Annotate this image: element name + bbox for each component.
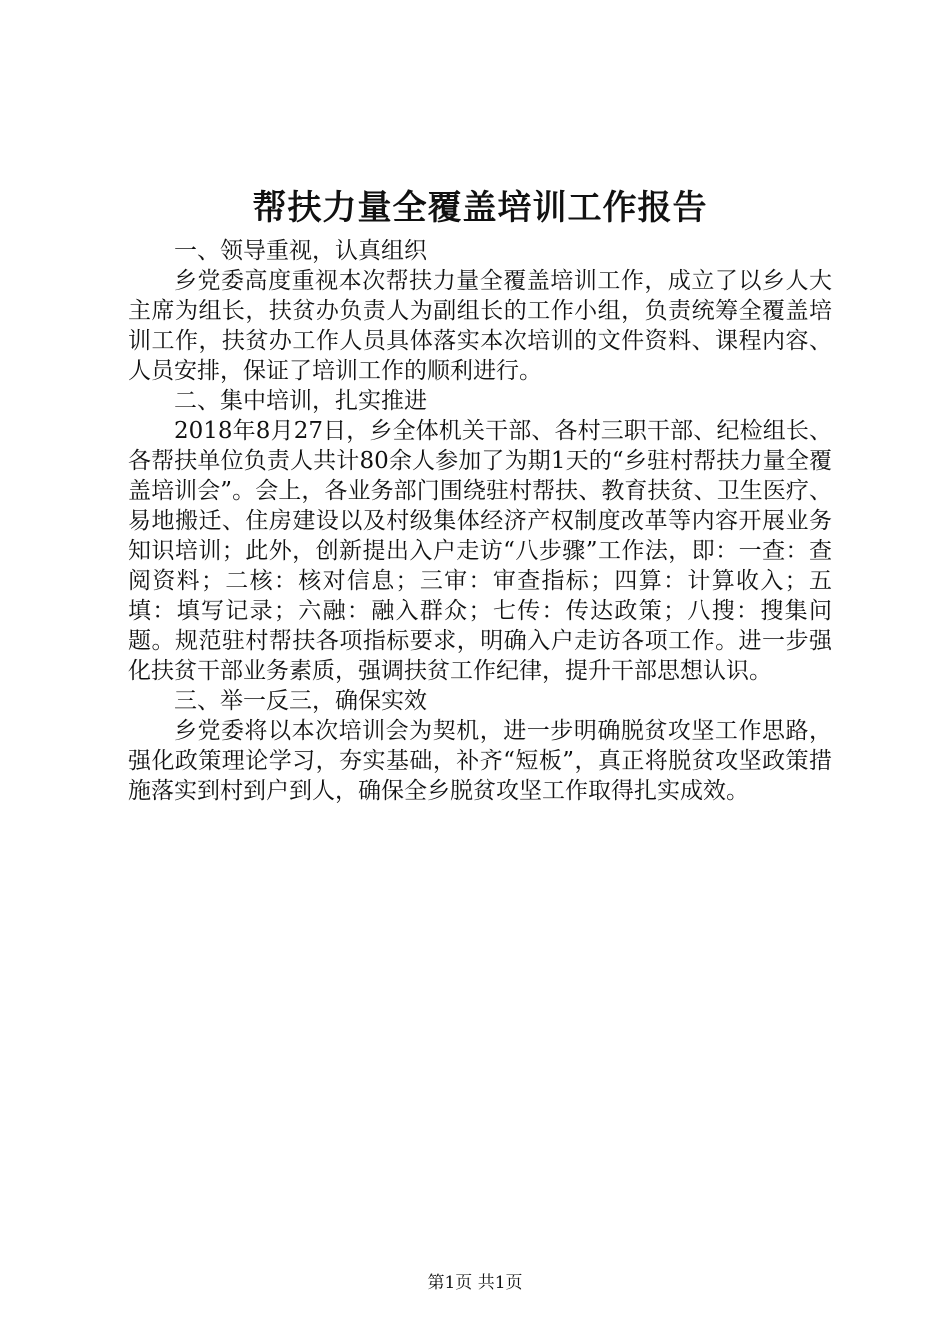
section-leadership bbox=[128, 236, 832, 386]
section-results bbox=[128, 686, 832, 806]
section-heading: 一、领导重视，认真组织 bbox=[174, 238, 427, 264]
section-paragraph: 2018年8月27日，乡全体机关干部、各村三职干部、纪检组长、各帮扶单位负责人共计80余人参加了为期1天的“乡驻村帮扶力量全覆盖培训会”。会上，各业务部门围绕驻村帮扶、教育扶贫、卫生医疗、易地搬迁、住房建设以及村级集体经济产权制度改革等内容开展业务知识培训；此外，创新提出入户走访“八步骤”工作法，即：一查：查阅资料；二核：核对信息；三审：审查指标；四算：计算收入；五填：填写记录；六融：融入群众；七传：传达政策；八搜：搜集问题。规范驻村帮扶各项指标要求，明确入户走访各项工作。进一步强化扶贫干部业务素质，强调扶贫工作纪律，提升干部思想认识。 bbox=[128, 418, 832, 684]
section-paragraph: 乡党委高度重视本次帮扶力量全覆盖培训工作，成立了以乡人大主席为组长，扶贫办负责人为副组长的工作小组，负责统筹全覆盖培训工作，扶贫办工作人员具体落实本次培训的文件资料、课程内容、人员安排，保证了培训工作的顺利进行。 bbox=[128, 268, 832, 384]
document-body bbox=[128, 184, 832, 806]
page-footer: 第1页 共1页 bbox=[427, 1273, 523, 1293]
section-heading: 二、集中培训，扎实推进 bbox=[174, 388, 427, 414]
section-paragraph: 乡党委将以本次培训会为契机，进一步明确脱贫攻坚工作思路，强化政策理论学习，夯实基础，补齐“短板”，真正将脱贫攻坚政策措施落实到村到户到人，确保全乡脱贫攻坚工作取得扎实成效。 bbox=[128, 718, 832, 804]
document-title: 帮扶力量全覆盖培训工作报告 bbox=[252, 188, 708, 228]
section-training bbox=[128, 386, 832, 686]
section-heading: 三、举一反三，确保实效 bbox=[174, 688, 427, 714]
